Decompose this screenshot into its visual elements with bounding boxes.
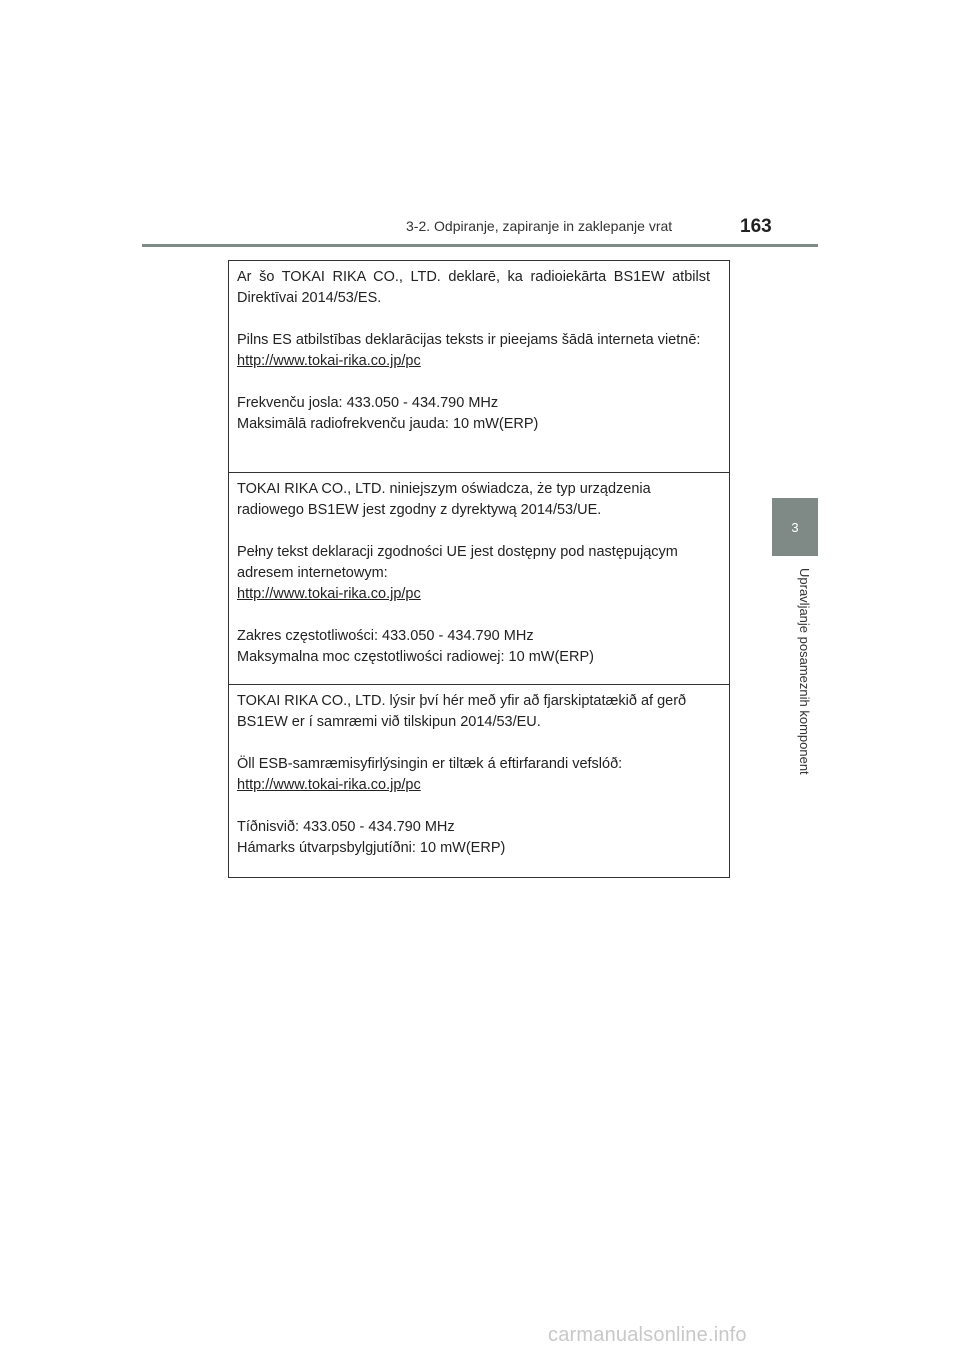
declaration-full-text-note: Öll ESB-samræmisyfirlýsingin er tiltæk á eftirfarandi vefslóð: xyxy=(237,756,623,772)
chapter-tab xyxy=(772,498,818,556)
section-title: 3-2. Odpiranje, zapiranje in zaklepanje vrat xyxy=(406,218,673,234)
page-number: 163 xyxy=(740,216,772,237)
declaration-statement: TOKAI RIKA CO., LTD. lýsir því hér með yfir að fjarskiptatækið af gerð BS1EW er í samræmi við tilskipun 2014/53/EU. xyxy=(237,693,687,730)
declaration-full-text-note: Pilns ES atbilstības deklarācijas teksts ir pieejams šādā interneta vietnē: xyxy=(237,332,701,348)
header-divider xyxy=(142,244,818,247)
declaration-full-text-note: Pełny tekst deklaracji zgodności UE jest dostępny pod następującym adresem internetowym: xyxy=(237,544,678,581)
max-power: Hámarks útvarpsbylgjutíðni: 10 mW(ERP) xyxy=(237,840,506,856)
max-power: Maksymalna moc częstotliwości radiowej: 10 mW(ERP) xyxy=(237,649,594,665)
declaration-url-link[interactable]: http://www.tokai-rika.co.jp/pc xyxy=(237,777,421,793)
declaration-polish xyxy=(229,473,729,685)
declaration-icelandic xyxy=(229,685,729,877)
declaration-url-link[interactable]: http://www.tokai-rika.co.jp/pc xyxy=(237,353,421,369)
declaration-url-link[interactable]: http://www.tokai-rika.co.jp/pc xyxy=(237,586,421,602)
chapter-number: 3 xyxy=(791,519,799,535)
site-watermark: carmanualsonline.info xyxy=(548,1324,747,1346)
chapter-label: Upravljanje posameznih komponent xyxy=(797,568,812,775)
declaration-latvian xyxy=(229,261,729,473)
declaration-box xyxy=(228,260,730,878)
max-power: Maksimālā radiofrekvenču jauda: 10 mW(ERP) xyxy=(237,416,539,432)
frequency-band: Zakres częstotliwości: 433.050 - 434.790 MHz xyxy=(237,628,534,644)
declaration-statement: TOKAI RIKA CO., LTD. niniejszym oświadcza, że typ urządzenia radiowego BS1EW jest zgodny z dyrektywą 2014/53/UE. xyxy=(237,481,651,518)
declaration-statement: Ar šo TOKAI RIKA CO., LTD. deklarē, ka radioiekārta BS1EW atbilst Direktīvai 2014/53/ES. xyxy=(237,269,710,306)
frequency-band: Tíðnisvið: 433.050 - 434.790 MHz xyxy=(237,819,455,835)
frequency-band: Frekvenču josla: 433.050 - 434.790 MHz xyxy=(237,395,499,411)
